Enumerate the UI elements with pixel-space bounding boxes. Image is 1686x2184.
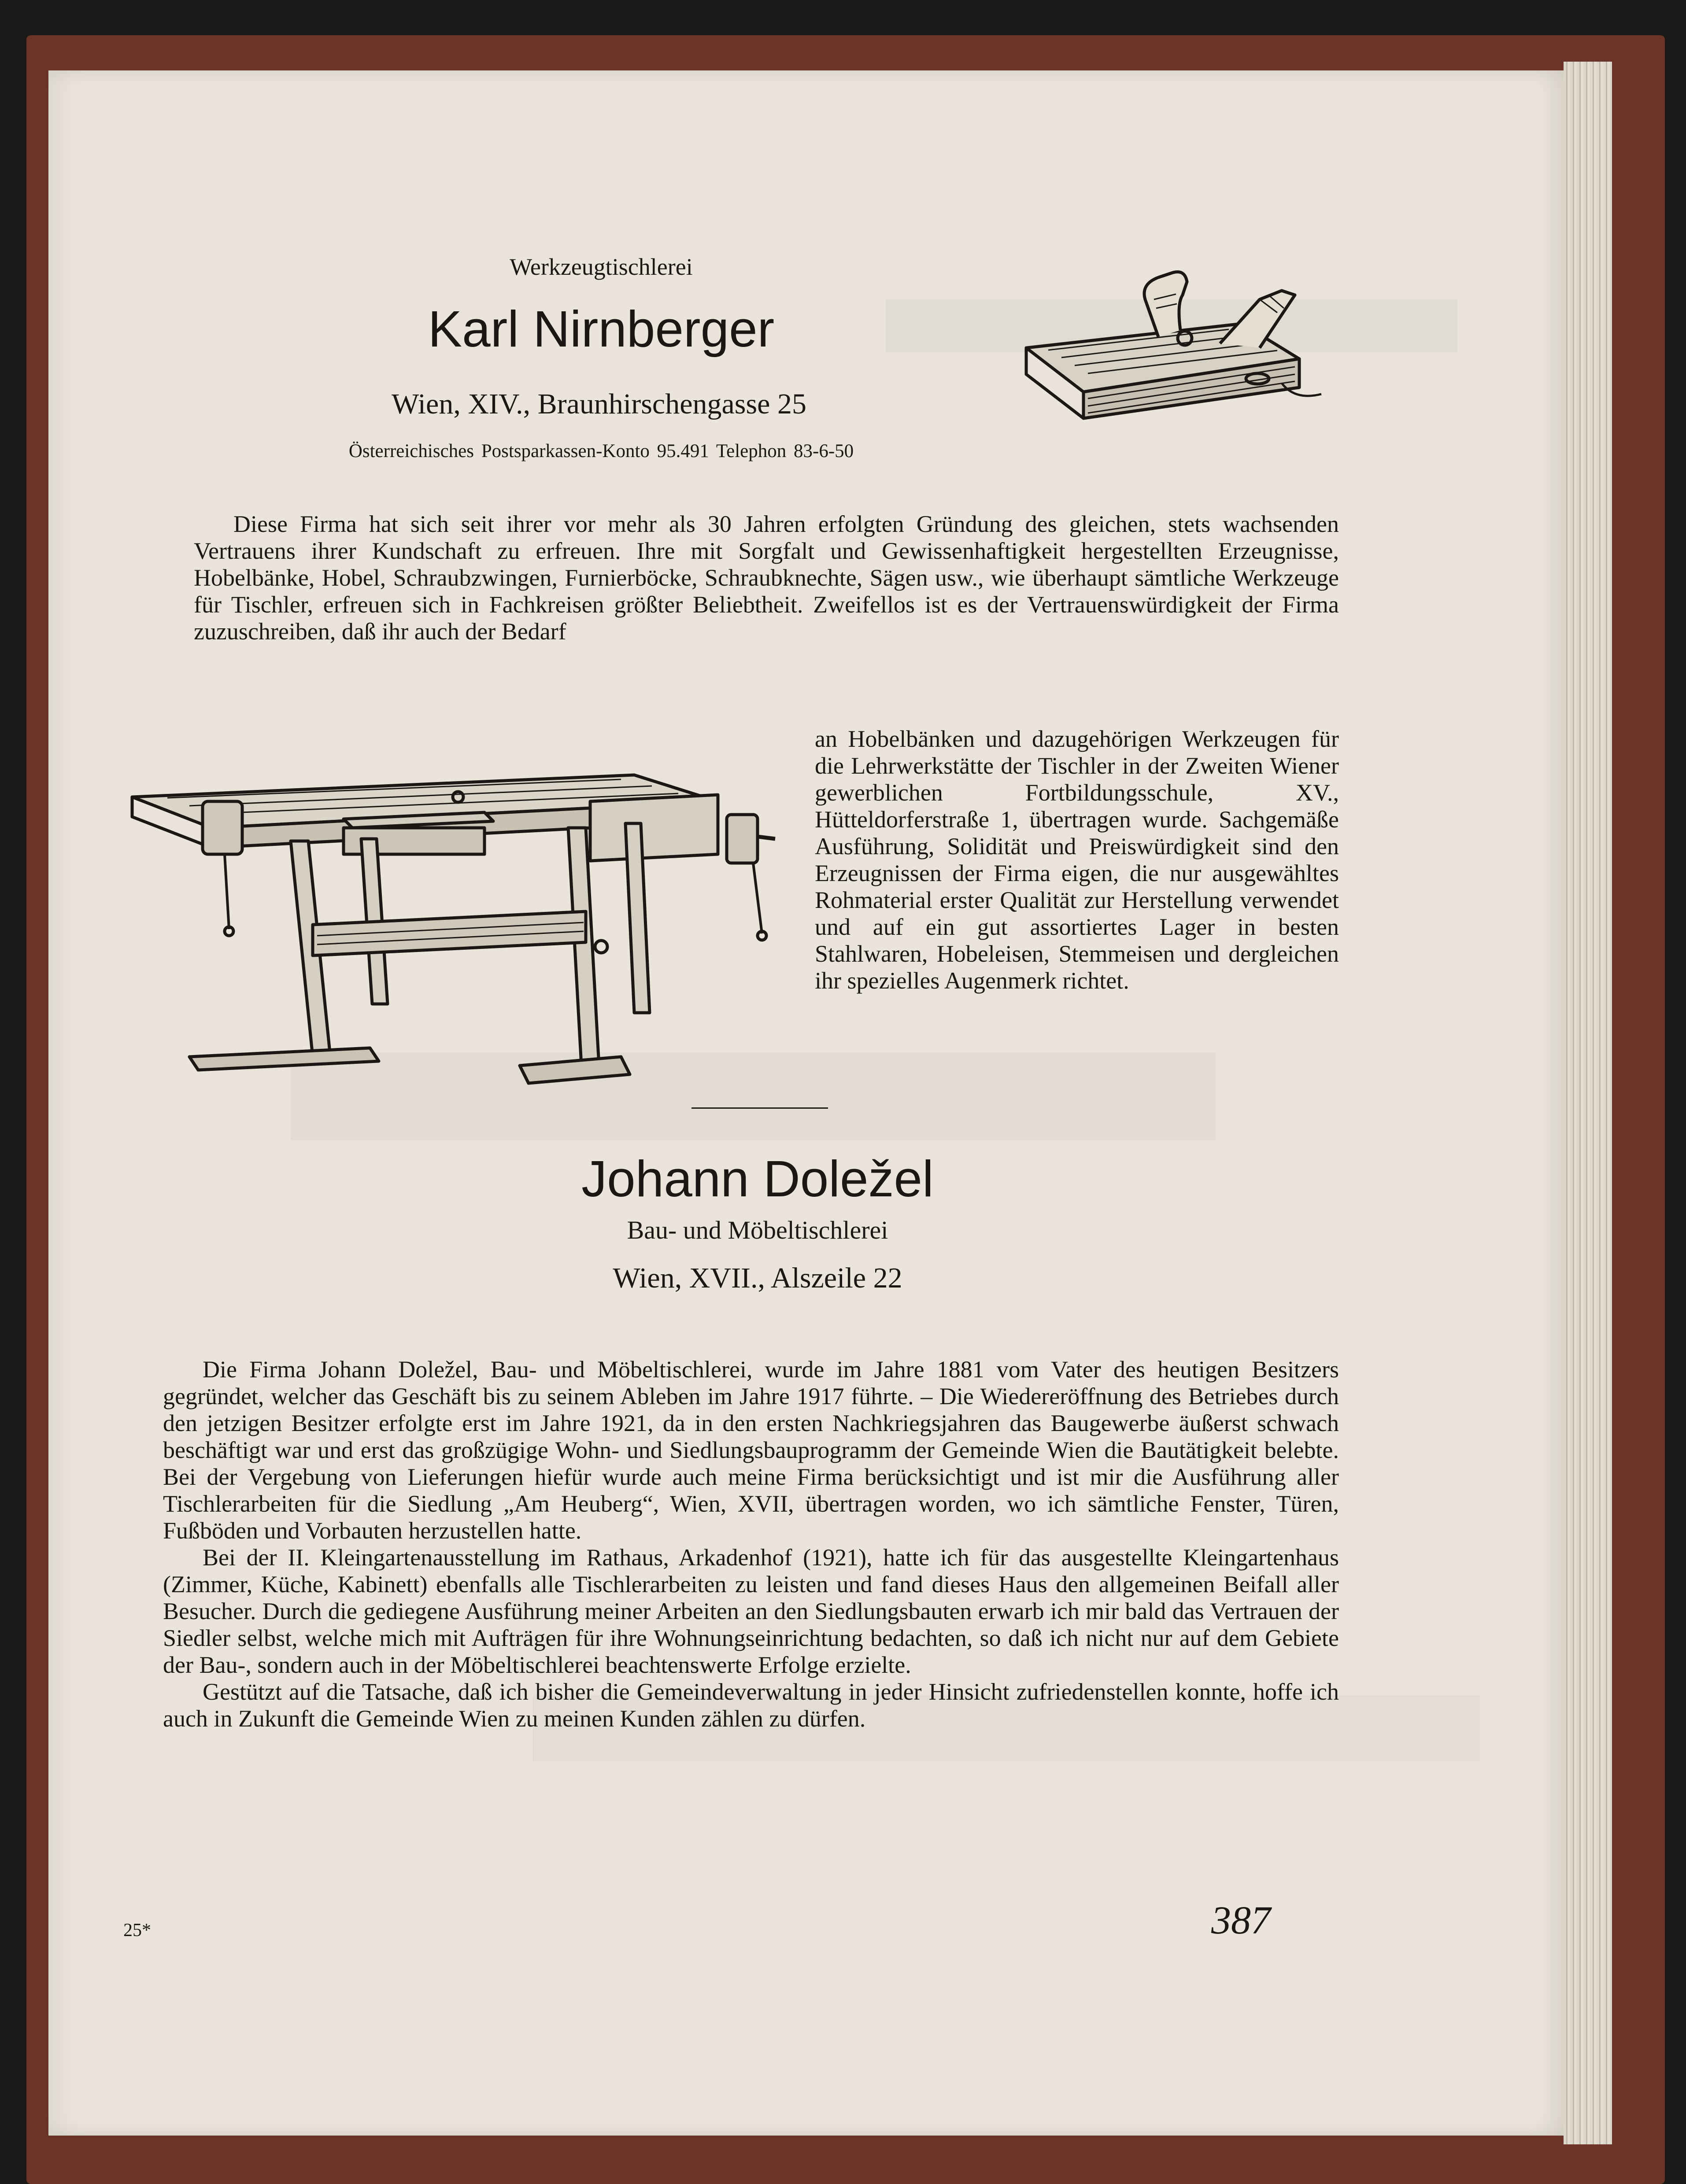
section2-address: Wien, XVII., Alszeile 22 [613,1262,902,1294]
section2-paragraph-3: Gestützt auf die Tatsache, daß ich bisher die Gemeindeverwaltung in jeder Hinsicht zufriedenstellen konnte, hoffe ich auch in Zukunft die Gemeinde Wien zu meinen Kunden zählen zu dürfen. [163,1679,1339,1732]
page-number: 387 [1211,1899,1271,1942]
section2-title: Johann Doležel [581,1150,934,1207]
section1-paragraph-intro [194,511,1339,727]
section2-body [163,1356,1339,1732]
section1-paragraph-continuation: an Hobelbänken und dazugehörigen Werkzeugen für die Lehrwerkstätte der Tischler in der Zweiten Wiener gewerblichen Fortbildungsschule, XV., Hütteldorferstraße 1, übertragen wurde. Sachgemäße Ausführung, Solidität und Preiswürdigkeit sind den Erzeugnissen der Firma eigen, die nur ausgewähltes Rohmaterial erster Qualität zur Herstellung verwendet und auf ein gut assortiertes Lager in besten Stahlwaren, Hobeleisen, Stemmeisen und dergleichen ihr spezielles Augenmerk richtet. [815,726,1339,994]
page-edges [1564,62,1612,2144]
section2-subtitle: Bau- und Möbeltischlerei [627,1216,888,1244]
workbench-illustration [123,740,846,1092]
section1-title: Karl Nirnberger [428,300,775,358]
section1-paragraph-text: Diese Firma hat sich seit ihrer vor mehr als 30 Jahren erfolgten Gründung des gleichen, stets wachsenden Vertrauens ihrer Kundschaft zu erfreuen. Ihre mit Sorgfalt und Gewissenhaftigkeit hergestellten Erzeugnisse, Hobelbänke, Hobel, Schraubzwingen, Furnierböcke, Schraubknechte, Sägen usw., wie überhaupt sämtliche Werkzeuge für Tischler, erfreuen sich in Fachkreisen größter Beliebtheit. Zweifellos ist es der Vertrauenswürdigkeit der Firma zuzuschreiben, daß ihr auch der Bedarf [194,511,1339,645]
section1-paragraph-column [815,726,1339,994]
printer-signature-mark: 25* [123,1920,151,1941]
section2-paragraph-2: Bei der II. Kleingartenausstellung im Rathaus, Arkadenhof (1921), hatte ich für das ausgestellte Kleingartenhaus (Zimmer, Küche, Kabinett) ebenfalls alle Tischlerarbeiten zu leisten und fand dieses Haus den allgemeinen Beifall aller Besucher. Durch die gediegene Ausführung meiner Arbeiten an den Siedlungsbauten erwarb ich mir bald das Vertrauen der Siedler selbst, welche mich mit Aufträgen für ihre Wohnungseinrichtung bedachten, so daß ich nicht nur auf dem Gebiete der Bau-, sondern auch in der Möbeltischlerei beachtenswerte Erfolge erzielte. [163,1544,1339,1678]
section1-kicker: Werkzeugtischlerei [510,254,693,280]
section1-contact: Österreichisches Postsparkassen-Konto 95.491 Telephon 83-6-50 [348,441,854,461]
hand-plane-illustration [1013,242,1365,445]
section2-paragraph-1: Die Firma Johann Doležel, Bau- und Möbeltischlerei, wurde im Jahre 1881 vom Vater des heutigen Besitzers gegründet, welcher das Geschäft bis zu seinem Ableben im Jahre 1917 führte. – Die Wiedereröffnung des Betriebes durch den jetzigen Besitzer erfolgte erst im Jahre 1921, da in den ersten Nachkriegsjahren das Baugewerbe äußerst schwach beschäftigt war und erst das großzügige Wohn- und Siedlungsbauprogramm der Gemeinde Wien die Bautätigkeit belebte. Bei der Vergebung von Lieferungen hiefür wurde auch meine Firma berücksichtigt und ist mir die Ausführung aller Tischlerarbeiten für die Siedlung „Am Heuberg“, Wien, XVII, übertragen worden, wo ich sämtliche Fenster, Türen, Fußböden und Vorbauten herzustellen hatte. [163,1356,1339,1544]
section-divider [691,1107,828,1109]
section1-address: Wien, XIV., Braunhirschengasse 25 [392,388,806,420]
page [48,70,1564,2136]
